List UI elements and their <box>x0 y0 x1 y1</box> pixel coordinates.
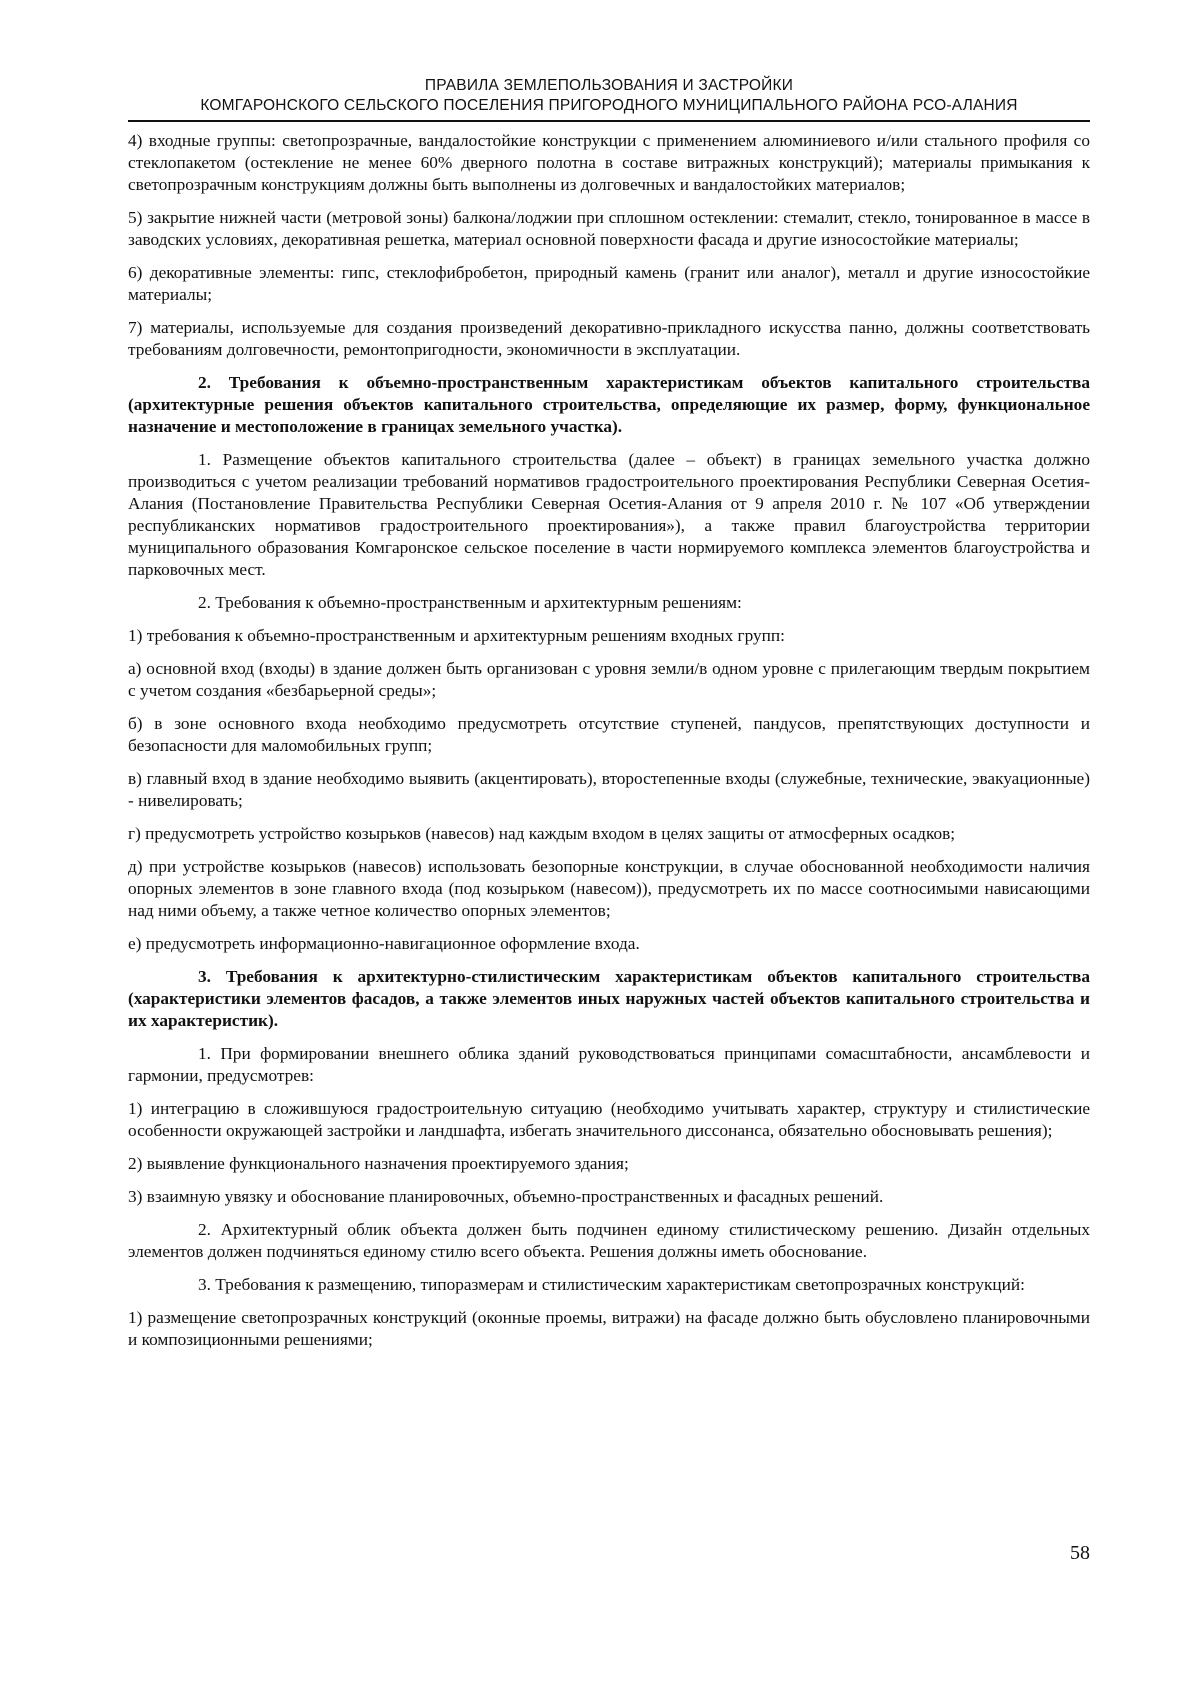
section-heading-2: 2. Требования к объемно-пространственным характеристикам объектов капитального строительства (архитектурные решения объектов капитального строительства, определяющие их размер, форму, функциональное назначение и местоположение в границах земельного участка). <box>128 373 1090 436</box>
header-divider <box>128 120 1090 122</box>
list-item-4-entrance-groups: 4) входные группы: светопрозрачные, вандалостойкие конструкции с применением алюминиевого и/или стального профиля со стеклопакетом (остекление не менее 60% дверного полотна в составе витражных конструкций); материалы примыкания к светопрозрачным конструкциям должны быть выполнены из долговечных и вандалостойких материалов; <box>128 131 1090 194</box>
list-item-coordination: 3) взаимную увязку и обоснование планировочных, объемно-пространственных и фасадных решений. <box>128 1187 884 1206</box>
list-item-v: в) главный вход в здание необходимо выявить (акцентировать), второстепенные входы (служебные, технические, эвакуационные) - нивелировать; <box>128 769 1090 810</box>
list-item-7-decorative-art-materials: 7) материалы, используемые для создания произведений декоративно-прикладного искусства панно, должны соответствовать требованиям долговечности, ремонтопригодности, экономичности в эксплуатации. <box>128 318 1090 359</box>
document-body <box>128 130 1090 1351</box>
list-item-d: д) при устройстве козырьков (навесов) использовать безопорные конструкции, в случае обоснованной необходимости наличия опорных элементов в зоне главного входа (под козырьком (навесом)), предусмотреть их по массе соотносимыми нависающими над ними объему, а также четное количество опорных элементов; <box>128 857 1090 920</box>
paragraph-architectural-appearance: 2. Архитектурный облик объекта должен быть подчинен единому стилистическому решению. Дизайн отдельных элементов должен подчиняться единому стилю всего объекта. Решения должны иметь обоснование. <box>128 1220 1090 1261</box>
list-item-e: е) предусмотреть информационно-навигационное оформление входа. <box>128 934 640 953</box>
list-item-integration: 1) интеграцию в сложившуюся градостроительную ситуацию (необходимо учитывать характер, структуру и стилистические особенности окружающей застройки и ландшафта, избегать значительного диссонанса, обязательно обосновывать решения); <box>128 1099 1090 1140</box>
list-item-b: б) в зоне основного входа необходимо предусмотреть отсутствие ступеней, пандусов, препятствующих доступности и безопасности для маломобильных групп; <box>128 714 1090 755</box>
list-item-entrance-group-requirements: 1) требования к объемно-пространственным и архитектурным решениям входных групп: <box>128 626 785 645</box>
list-item-6-decorative-elements: 6) декоративные элементы: гипс, стеклофибробетон, природный камень (гранит или аналог), металл и другие износостойкие материалы; <box>128 263 1090 304</box>
paragraph-glazing-requirements: 3. Требования к размещению, типоразмерам и стилистическим характеристикам светопрозрачных конструкций: <box>198 1275 1025 1294</box>
paragraph-volume-requirements: 2. Требования к объемно-пространственным и архитектурным решениям: <box>198 593 742 612</box>
header-title-line2: КОМГАРОНСКОГО СЕЛЬСКОГО ПОСЕЛЕНИЯ ПРИГОРОДНОГО МУНИЦИПАЛЬНОГО РАЙОНА РСО-АЛАНИЯ <box>200 97 1018 114</box>
list-item-function: 2) выявление функционального назначения проектируемого здания; <box>128 1154 629 1173</box>
list-item-g: г) предусмотреть устройство козырьков (навесов) над каждым входом в целях защиты от атмосферных осадков; <box>128 824 956 843</box>
paragraph-placement-of-objects: 1. Размещение объектов капитального строительства (далее – объект) в границах земельного участка должно производиться с учетом реализации требований нормативов градостроительного проектирования Республики Северная Осетия-Алания (Постановление Правительства Республики Северная Осетия-Алания от 9 апреля 2010 г. № 107 «Об утверждении республиканских нормативов градостроительного проектирования»), а также правил благоустройства территории муниципального образования Комгаронское сельское поселение в части нормируемого комплекса элементов благоустройства и парковочных мест. <box>128 450 1090 579</box>
paragraph-exterior-appearance: 1. При формировании внешнего облика зданий руководствоваться принципами сомасштабности, ансамблевости и гармонии, предусмотрев: <box>128 1044 1090 1085</box>
page-number: 58 <box>1070 1542 1090 1564</box>
list-item-5-balcony-lower-part: 5) закрытие нижней части (метровой зоны) балкона/лоджии при сплошном остеклении: стемалит, стекло, тонированное в массе в заводских условиях, декоративная решетка, материал основной поверхности фасада и другие износостойкие материалы; <box>128 208 1090 249</box>
section-heading-3: 3. Требования к архитектурно-стилистическим характеристикам объектов капитального строительства (характеристики элементов фасадов, а также элементов иных наружных частей объектов капитального строительства и их характеристик). <box>128 967 1090 1030</box>
header-title-line1: ПРАВИЛА ЗЕМЛЕПОЛЬЗОВАНИЯ И ЗАСТРОЙКИ <box>424 77 794 94</box>
running-header <box>128 76 1090 116</box>
list-item-a: а) основной вход (входы) в здание должен быть организован с уровня земли/в одном уровне с прилегающим твердым покрытием с учетом создания «безбарьерной среды»; <box>128 659 1090 700</box>
list-item-glazing-placement: 1) размещение светопрозрачных конструкций (оконные проемы, витражи) на фасаде должно быть обусловлено планировочными и композиционными решениями; <box>128 1308 1090 1349</box>
